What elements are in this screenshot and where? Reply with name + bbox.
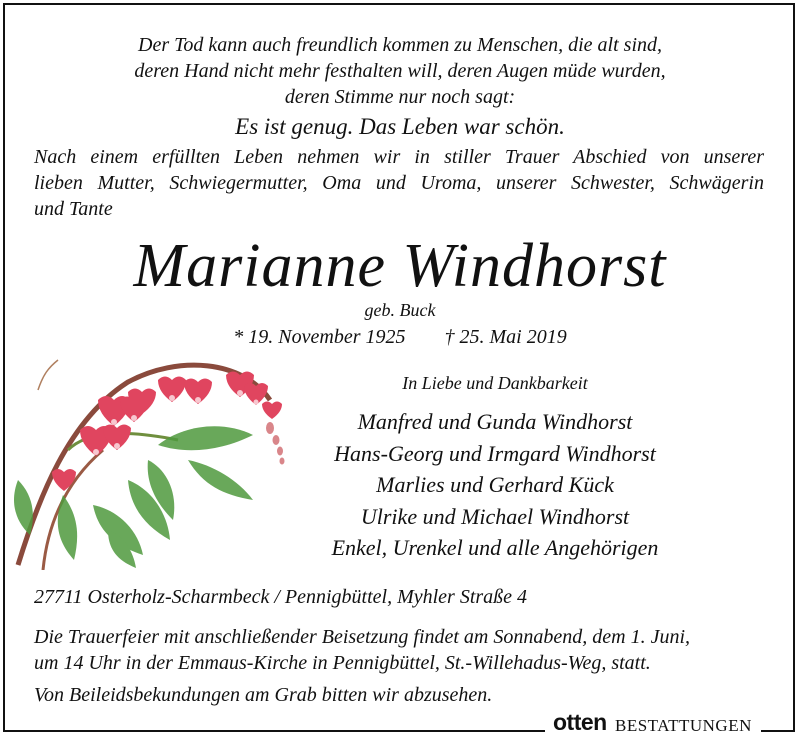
mourner-line: Ulrike und Michael Windhorst bbox=[360, 503, 630, 529]
mourner-line: Enkel, Urenkel und alle Angehörigen bbox=[331, 535, 659, 560]
mourning-address: 27711 Osterholz-Scharmbeck / Pennigbüttel, Myhler Straße 4 bbox=[34, 586, 528, 608]
mourner-line: Marlies und Gerhard Kück bbox=[376, 472, 614, 497]
service-line: Die Trauerfeier mit anschließender Beisetzung findet am Sonnabend, dem 1. Juni, bbox=[34, 626, 691, 648]
death-date: † 25. Mai 2019 bbox=[444, 326, 567, 348]
intro-text bbox=[34, 144, 764, 222]
maiden-name: geb. Buck bbox=[364, 300, 436, 320]
mourners bbox=[290, 372, 700, 564]
poem-line: deren Stimme nur noch sagt: bbox=[284, 86, 516, 108]
poem-line: Der Tod kann auch freundlich kommen zu Menschen, die alt sind, bbox=[138, 34, 662, 56]
mourner-line: Hans-Georg und Irmgard Windhorst bbox=[334, 440, 656, 466]
poem bbox=[0, 32, 800, 142]
intro-line: und Tante bbox=[34, 198, 113, 220]
bleeding-heart-flower-illustration bbox=[8, 330, 298, 570]
birth-date: * 19. November 1925 bbox=[233, 326, 406, 348]
funeral-service-info bbox=[34, 624, 774, 676]
intro-line: Nach einem erfüllten Leben nehmen wir in stiller Trauer Abschied von unserer bbox=[34, 146, 764, 168]
deceased-name: Marianne Windhorst bbox=[133, 232, 667, 300]
funeral-home-logo bbox=[545, 709, 761, 738]
condolence-note: Von Beileidsbekundungen am Grab bitten wir abzusehen. bbox=[34, 684, 493, 706]
poem-emphasis: Es ist genug. Das Leben war schön. bbox=[235, 114, 565, 139]
intro-line: lieben Mutter, Schwiegermutter, Oma und Uroma, unserer Schwester, Schwägerin bbox=[34, 172, 764, 194]
mourner-line: Manfred und Gunda Windhorst bbox=[357, 409, 633, 434]
logo-text: otten bbox=[553, 709, 607, 735]
logo-subtitle: BESTATTUNGEN bbox=[615, 716, 752, 735]
service-line: um 14 Uhr in der Emmaus-Kirche in Pennigbüttel, St.-Willehadus-Weg, statt. bbox=[34, 652, 651, 674]
mourners-lead: In Liebe und Dankbarkeit bbox=[402, 373, 588, 393]
poem-line: deren Hand nicht mehr festhalten will, deren Augen müde wurden, bbox=[134, 60, 666, 82]
